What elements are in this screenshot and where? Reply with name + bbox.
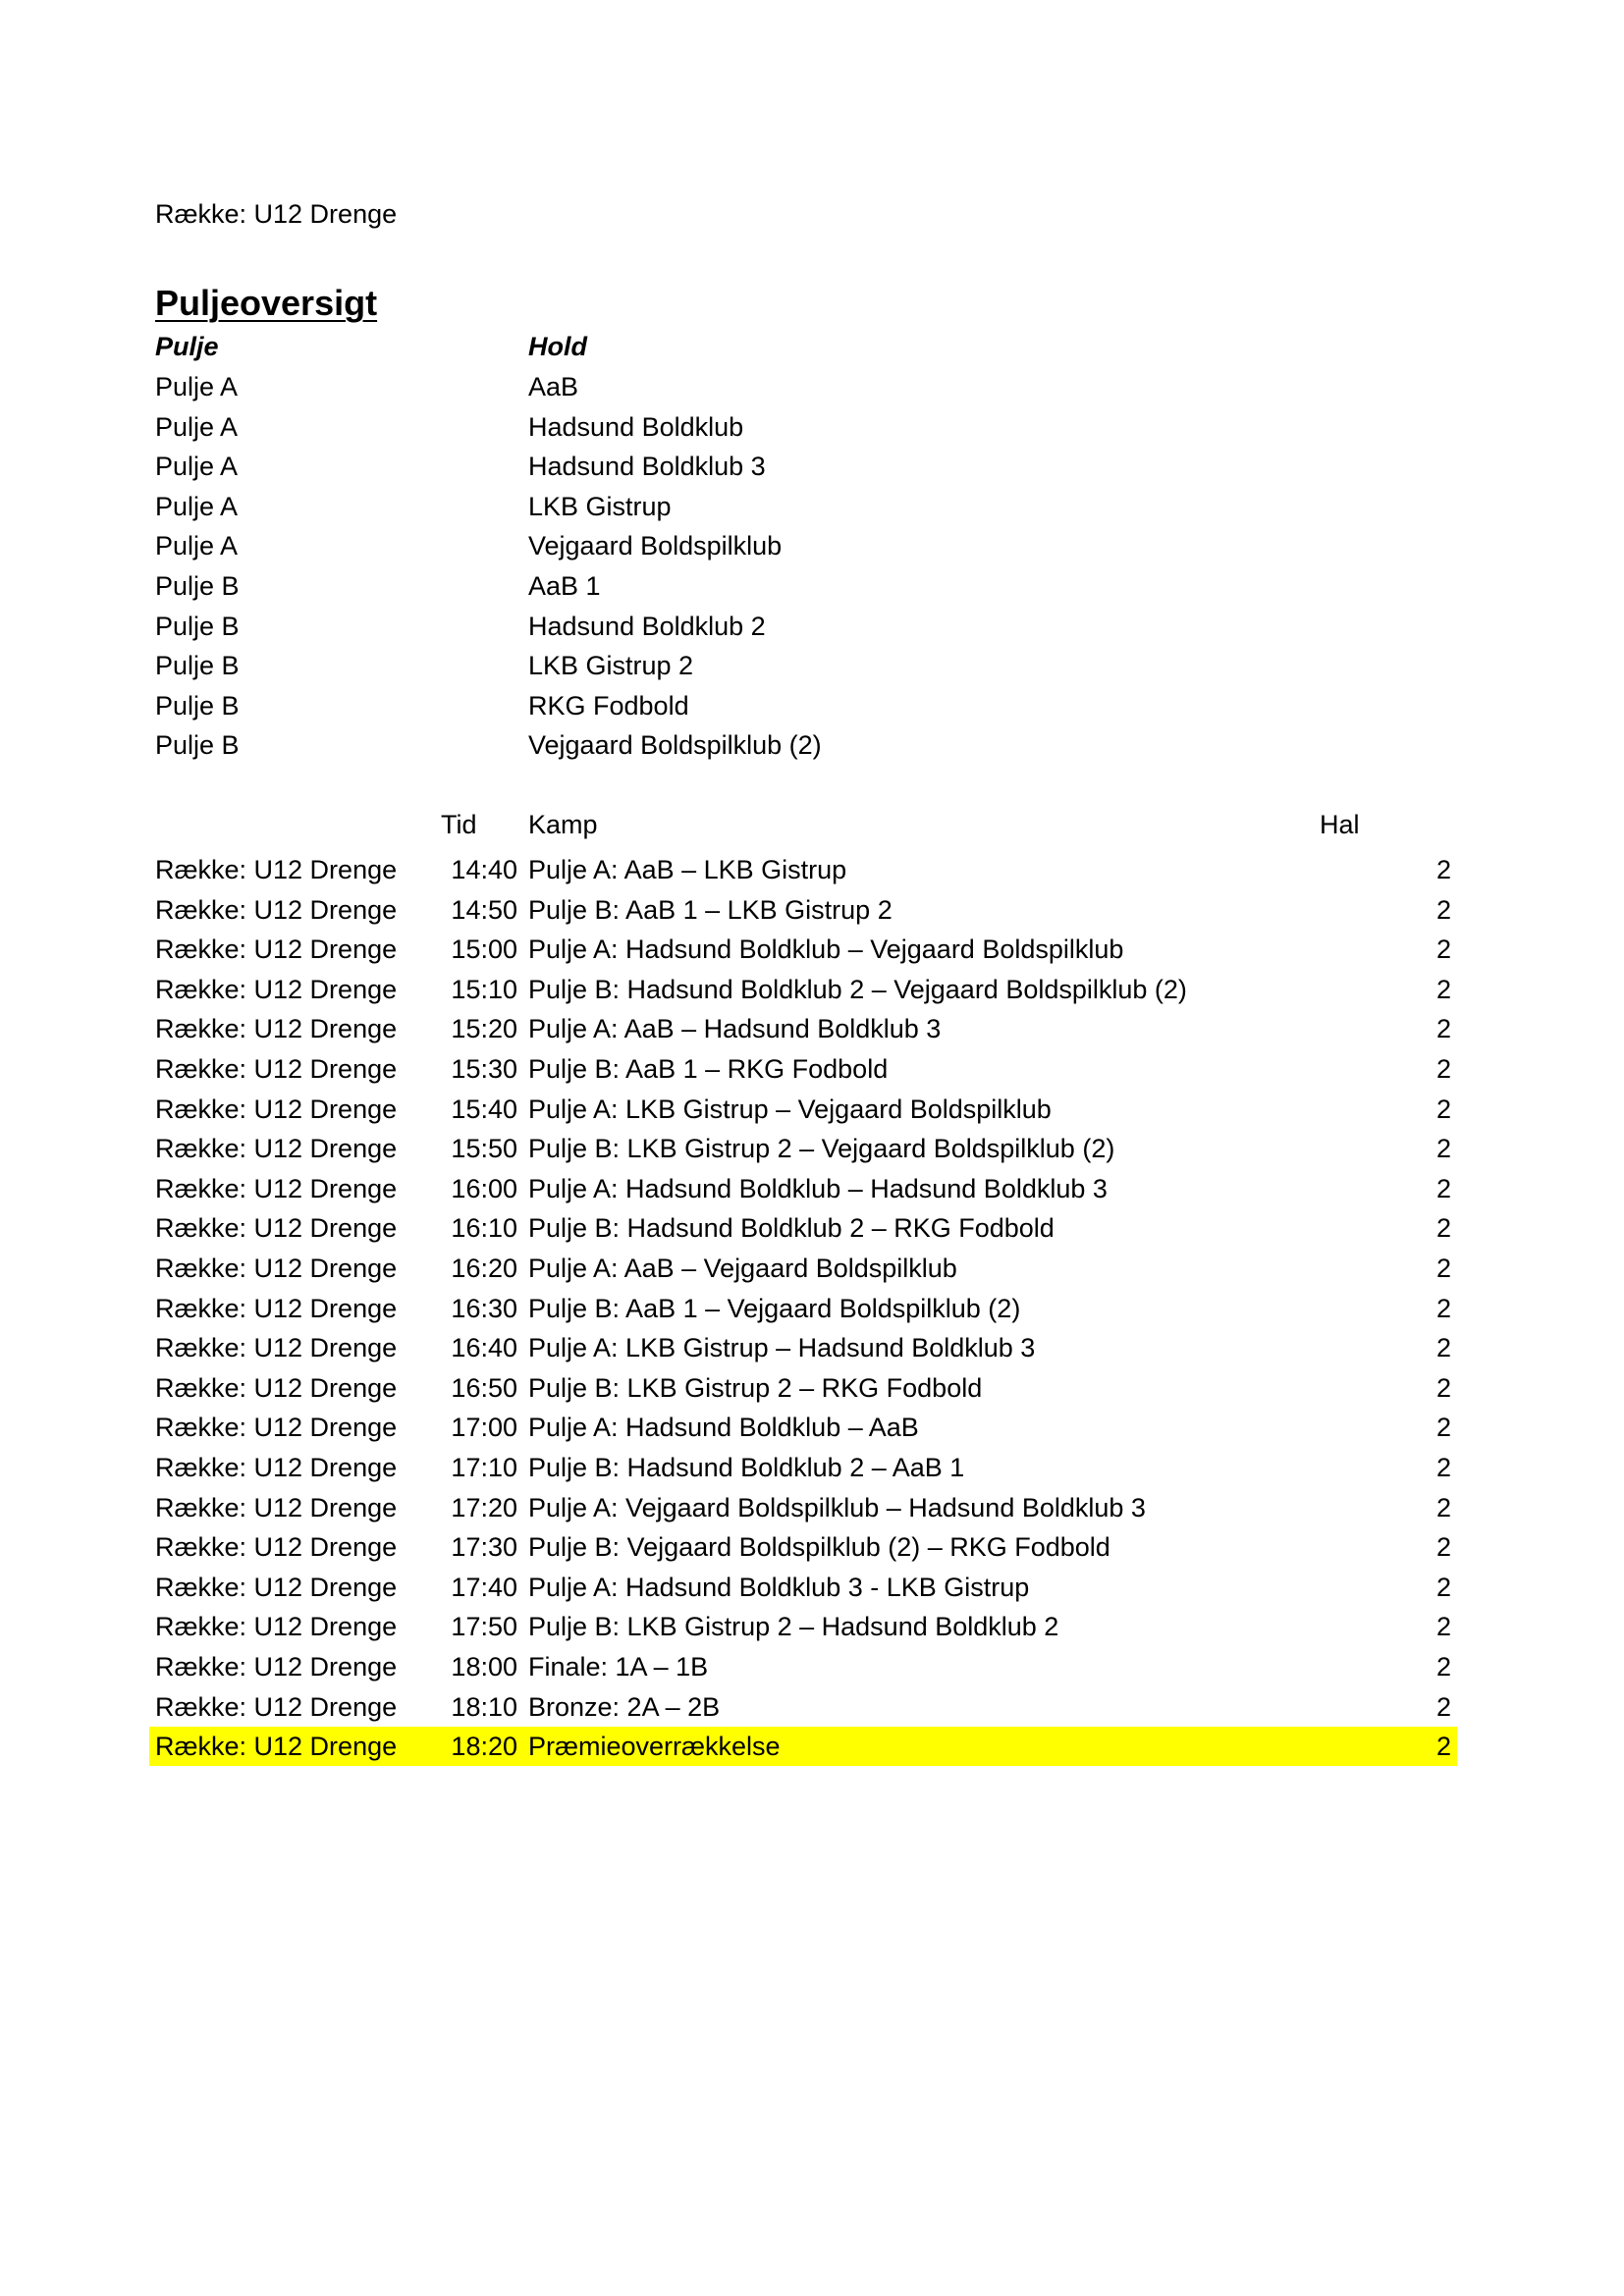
hall-cell: 2 [1435, 1692, 1451, 1722]
division-cell: Række: U12 Drenge [155, 1054, 398, 1084]
division-cell: Række: U12 Drenge [155, 1254, 398, 1283]
match-cell: Pulje A: AaB – LKB Gistrup [528, 855, 847, 884]
schedule-row [149, 1687, 1457, 1727]
hall-cell: 2 [1435, 1254, 1451, 1283]
team-cell: LKB Gistrup 2 [528, 651, 694, 680]
division-cell: Række: U12 Drenge [155, 1174, 398, 1203]
division-cell: Række: U12 Drenge [155, 1573, 398, 1602]
hall-cell: 2 [1435, 1134, 1451, 1163]
hall-cell: 2 [1435, 1213, 1451, 1243]
time-cell: 17:20 [451, 1493, 517, 1522]
match-cell: Pulje B: AaB 1 – RKG Fodbold [528, 1054, 889, 1084]
match-cell: Pulje A: LKB Gistrup – Hadsund Boldklub 3 [528, 1333, 1036, 1362]
schedule-row [149, 970, 1457, 1009]
division-cell: Række: U12 Drenge [155, 1612, 398, 1641]
schedule-row [149, 1568, 1457, 1607]
pool-cell: Pulje B [155, 571, 240, 601]
time-cell: 16:40 [451, 1333, 517, 1362]
division-cell: Række: U12 Drenge [155, 1732, 398, 1761]
schedule-row-highlighted [149, 1727, 1457, 1766]
division-cell: Række: U12 Drenge [155, 1095, 398, 1124]
pool-cell: Pulje A [155, 492, 239, 521]
hall-cell: 2 [1435, 975, 1451, 1004]
team-cell: AaB 1 [528, 571, 601, 601]
division-cell: Række: U12 Drenge [155, 975, 398, 1004]
schedule-row [149, 1408, 1457, 1447]
match-cell: Pulje B: Hadsund Boldklub 2 – RKG Fodbold [528, 1213, 1055, 1243]
pool-column-header: Pulje [155, 332, 219, 361]
division-cell: Række: U12 Drenge [155, 895, 398, 925]
team-cell: RKG Fodbold [528, 691, 689, 721]
hall-cell: 2 [1435, 1054, 1451, 1084]
hall-cell: 2 [1435, 1612, 1451, 1641]
time-cell: 16:00 [451, 1174, 517, 1203]
time-cell: 17:30 [451, 1532, 517, 1562]
match-cell: Pulje A: Vejgaard Boldspilklub – Hadsund Boldklub 3 [528, 1493, 1146, 1522]
division-cell: Række: U12 Drenge [155, 1373, 398, 1403]
time-column-header: Tid [441, 810, 477, 839]
schedule-row [149, 1090, 1457, 1129]
schedule-row [149, 850, 1457, 889]
time-cell: 16:20 [451, 1254, 517, 1283]
time-cell: 15:40 [451, 1095, 517, 1124]
division-cell: Række: U12 Drenge [155, 1532, 398, 1562]
hall-cell: 2 [1435, 1453, 1451, 1482]
hall-cell: 2 [1435, 1732, 1451, 1761]
division-cell: Række: U12 Drenge [155, 1333, 398, 1362]
pool-overview-heading: Puljeoversigt [155, 283, 378, 323]
team-cell: Hadsund Boldklub 2 [528, 612, 766, 641]
match-cell: Pulje A: Hadsund Boldklub 3 - LKB Gistrup [528, 1573, 1030, 1602]
schedule-row [149, 1049, 1457, 1089]
team-cell: AaB [528, 372, 579, 401]
match-cell: Pulje B: LKB Gistrup 2 – RKG Fodbold [528, 1373, 983, 1403]
schedule-row [149, 1289, 1457, 1328]
time-cell: 15:20 [451, 1014, 517, 1043]
hall-cell: 2 [1435, 1573, 1451, 1602]
schedule-row [149, 1208, 1457, 1248]
hall-cell: 2 [1435, 895, 1451, 925]
team-cell: LKB Gistrup [528, 492, 672, 521]
time-cell: 16:10 [451, 1213, 517, 1243]
team-cell: Vejgaard Boldspilklub (2) [528, 730, 822, 760]
pool-cell: Pulje A [155, 452, 239, 481]
match-cell: Pulje B: Hadsund Boldklub 2 – Vejgaard Boldspilklub (2) [528, 975, 1187, 1004]
pool-cell: Pulje A [155, 412, 239, 442]
time-cell: 15:00 [451, 934, 517, 964]
pool-cell: Pulje B [155, 651, 240, 680]
time-cell: 15:10 [451, 975, 517, 1004]
time-cell: 16:30 [451, 1294, 517, 1323]
time-cell: 15:50 [451, 1134, 517, 1163]
match-cell: Pulje A: Hadsund Boldklub – AaB [528, 1413, 919, 1442]
time-cell: 16:50 [451, 1373, 517, 1403]
division-cell: Række: U12 Drenge [155, 1453, 398, 1482]
hall-cell: 2 [1435, 1014, 1451, 1043]
match-column-header: Kamp [528, 810, 598, 839]
division-cell: Række: U12 Drenge [155, 1134, 398, 1163]
division-cell: Række: U12 Drenge [155, 1493, 398, 1522]
match-cell: Pulje B: LKB Gistrup 2 – Hadsund Boldklub 2 [528, 1612, 1059, 1641]
hall-cell: 2 [1435, 1532, 1451, 1562]
team-cell: Vejgaard Boldspilklub [528, 531, 783, 561]
pool-cell: Pulje A [155, 372, 239, 401]
hall-cell: 2 [1435, 1333, 1451, 1362]
schedule-row [149, 1448, 1457, 1487]
hall-cell: 2 [1435, 1373, 1451, 1403]
hall-cell: 2 [1435, 1174, 1451, 1203]
match-cell: Pulje B: LKB Gistrup 2 – Vejgaard Boldspilklub (2) [528, 1134, 1115, 1163]
division-cell: Række: U12 Drenge [155, 1652, 398, 1682]
time-cell: 18:20 [451, 1732, 517, 1761]
time-cell: 14:50 [451, 895, 517, 925]
match-cell: Præmieoverrækkelse [528, 1732, 781, 1761]
division-cell: Række: U12 Drenge [155, 1014, 398, 1043]
match-cell: Pulje A: AaB – Hadsund Boldklub 3 [528, 1014, 942, 1043]
time-cell: 17:00 [451, 1413, 517, 1442]
hall-column-header: Hal [1320, 810, 1360, 839]
match-cell: Pulje A: AaB – Vejgaard Boldspilklub [528, 1254, 957, 1283]
schedule-row [149, 1607, 1457, 1646]
team-cell: Hadsund Boldklub 3 [528, 452, 766, 481]
division-cell: Række: U12 Drenge [155, 1692, 398, 1722]
time-cell: 17:50 [451, 1612, 517, 1641]
time-cell: 15:30 [451, 1054, 517, 1084]
division-label: Række: U12 Drenge [155, 199, 398, 229]
hall-cell: 2 [1435, 1294, 1451, 1323]
match-cell: Bronze: 2A – 2B [528, 1692, 721, 1722]
match-cell: Pulje A: Hadsund Boldklub – Hadsund Boldklub 3 [528, 1174, 1108, 1203]
team-column-header: Hold [528, 332, 587, 361]
division-cell: Række: U12 Drenge [155, 1213, 398, 1243]
time-cell: 18:00 [451, 1652, 517, 1682]
match-cell: Pulje B: AaB 1 – LKB Gistrup 2 [528, 895, 893, 925]
division-cell: Række: U12 Drenge [155, 855, 398, 884]
schedule-row [149, 1009, 1457, 1048]
hall-cell: 2 [1435, 1413, 1451, 1442]
division-cell: Række: U12 Drenge [155, 1413, 398, 1442]
schedule-row [149, 1249, 1457, 1288]
time-cell: 17:10 [451, 1453, 517, 1482]
schedule-row [149, 1169, 1457, 1208]
hall-cell: 2 [1435, 855, 1451, 884]
match-cell: Pulje A: Hadsund Boldklub – Vejgaard Boldspilklub [528, 934, 1124, 964]
schedule-row [149, 1328, 1457, 1367]
hall-cell: 2 [1435, 1095, 1451, 1124]
match-cell: Pulje A: LKB Gistrup – Vejgaard Boldspilklub [528, 1095, 1052, 1124]
match-cell: Pulje B: AaB 1 – Vejgaard Boldspilklub (2) [528, 1294, 1021, 1323]
schedule-row [149, 1527, 1457, 1567]
pool-cell: Pulje A [155, 531, 239, 561]
time-cell: 14:40 [451, 855, 517, 884]
time-cell: 18:10 [451, 1692, 517, 1722]
team-cell: Hadsund Boldklub [528, 412, 744, 442]
hall-cell: 2 [1435, 1493, 1451, 1522]
match-cell: Pulje B: Vejgaard Boldspilklub (2) – RKG Fodbold [528, 1532, 1110, 1562]
schedule-row [149, 1647, 1457, 1686]
match-cell: Finale: 1A – 1B [528, 1652, 709, 1682]
time-cell: 17:40 [451, 1573, 517, 1602]
pool-cell: Pulje B [155, 612, 240, 641]
division-cell: Række: U12 Drenge [155, 934, 398, 964]
match-cell: Pulje B: Hadsund Boldklub 2 – AaB 1 [528, 1453, 965, 1482]
pool-cell: Pulje B [155, 691, 240, 721]
hall-cell: 2 [1435, 1652, 1451, 1682]
schedule-row [149, 1368, 1457, 1408]
pool-cell: Pulje B [155, 730, 240, 760]
schedule-row [149, 1488, 1457, 1527]
hall-cell: 2 [1435, 934, 1451, 964]
schedule-row [149, 930, 1457, 969]
schedule-row [149, 890, 1457, 930]
schedule-row [149, 1129, 1457, 1168]
division-cell: Række: U12 Drenge [155, 1294, 398, 1323]
